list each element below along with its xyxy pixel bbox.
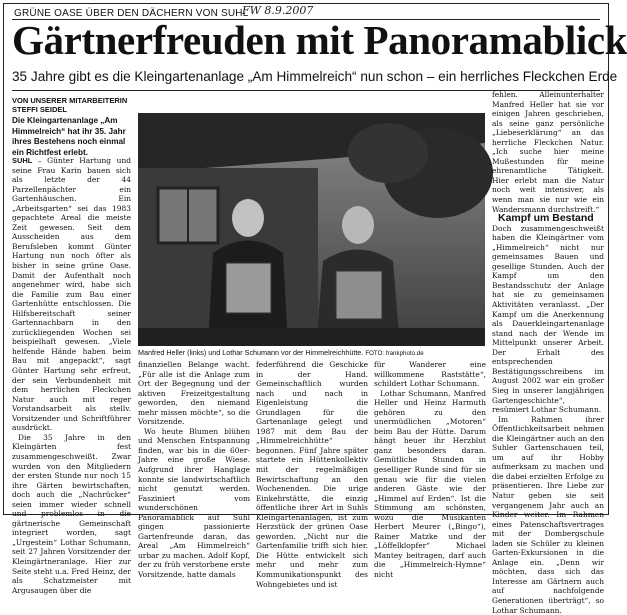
paragraph: Die 35 Jahre in den Kleingärten fest zusammengeschweißt. Zwar wurden von den Mitgliedern der ersten Stunde nur noch 15 ihre Gärten bewirtschaften, doch auch die „Nachrücker“ seien immer wieder schnell und problemlos in die gärtnerische Gemeinschaft integriert worden, sagt „Urgestein“ Lothar Schumann, seit 27 Jahren Vorsitzender der Kleingärtneranlage. Hier zur Seite steht u.a. Fred Heinz, der als Schatzmeister mit Argusaugen über die — [12, 432, 131, 595]
article-photo — [138, 113, 485, 346]
subheadline: 35 Jahre gibt es die Kleingartenanlage „Am Himmelreich“ nun schon – ein herrliches Fleckchen Erde — [12, 69, 618, 84]
article-column-2 — [138, 360, 250, 580]
headline: Gärtnerfreuden mit Panoramablick — [12, 17, 627, 63]
photo-credit: FOTO: frankphoto.de — [365, 350, 424, 357]
caption-text: Manfred Heller (links) und Lothar Schumann vor der Himmelreichhütte. — [138, 348, 364, 357]
article-column-5 — [492, 90, 604, 615]
paragraph: finanziellen Belange wacht. „Für alle ist die Anlage zum Ort der Begegnung und der aktiven Freizeitgestaltung geworden, den niemand mehr missen möchte“, so die Vorsitzende. — [138, 360, 250, 427]
paragraph: Im Rahmen ihrer Öffentlichkeitsarbeit nehmen die Kleingärtner auch an den Suhler Gartenschauen teil, um auf ihr Hobby aufmerksam zu machen und die dabei erzielten Erfolge zu präsentieren. Ihre Liebe zur Natur geben sie seit vergangenem Jahr auch an Kinder weiter. Im Rahmen eines Patenschaftsvertrages mit der Dombergschule laden sie Schüler zu kleinen Garten-Exkursionen in die Anlage ein. „Denn wir möchten, dass sich das Interesse am Gärtnern auch auf nachfolgende Generationen überträgt“, so Lothar Schumann. — [492, 414, 604, 615]
dateline: SUHL — [12, 156, 33, 165]
article-column-3 — [256, 360, 368, 589]
paragraph: Wo heute Blumen blühen und Menschen Entspannung finden, war bis in die 60er-Jahre eine große Wiese. Aufgrund ihrer Hanglage konnte sie landwirtschaftlich nicht genutzt werden. Fasziniert vom wunderschönen Panoramablick auf Suhl gingen passionierte Gartenfreunde daran, das Areal „Am Himmelreich“ urbar zu machen. Adolf Kopf, der zu früh verstorbene erste Vorsitzende, hatte damals — [138, 426, 250, 580]
section-subtitle: Kampf um Bestand — [498, 212, 594, 225]
photo-illustration — [138, 113, 485, 346]
paragraph: federführend die Geschicke in der Hand. Gemeinschaftlich wurden nach und nach in Eigenleistung die Grundlagen für die Gartenanlage gelegt und 1987 mit dem Bau der „Himmelreichhütte“ begonnen. Fünf Jahre später startete ein Hüttenkollektiv mit der regelmäßigen Bewirtschaftung an den Wochenenden. Die urige Einkehrstätte, die einzig öffentliche ihrer Art in Suhls Kleingartenanlagen, ist zum Herzstück der grünen Oase geworden. „Nicht nur die Gartenfamilie trifft sich hier. Die Hütte entwickelt sich mehr und mehr zum Kommunikationspunkt des Wohngebietes und ist — [256, 360, 368, 589]
byline — [12, 96, 127, 114]
article-frame — [3, 3, 627, 615]
handwritten-date-note: FW 8.9.2007 — [242, 4, 314, 17]
byline-author: STEFFI SEIDEL — [12, 105, 68, 114]
paragraph — [12, 156, 131, 433]
paragraph: Lothar Schumann, Manfred Heller und Heinz Harmuth gehören zu den unermüdlichen „Motoren“ beim Bau der Hütte. Darum hängt heuer ihr Herzblut ganz besonders daran. Gemütliche Stunden in geselliger Runde sind für sie genau wie für die vielen anderen Gäste wie der „Himmel auf Erden“. Ist die Stimmung am schönsten, wozu die Musikanten Herbert Meurer („Bingo“), Rainer Matzke und der „Löffelklopfer“ Michael Mantey beitragen, darf auch die „Himmelreich-Hymne“ nicht — [374, 388, 486, 580]
article-column-4 — [374, 360, 486, 580]
paragraph: Doch zusammengeschweißt haben die Kleingärtner vom „Himmelreich“ nicht nur gemeinsames Bauen und gesellige Stunden. Auch der Kampf um den Bestandsschutz der Anlage hat sie zu gemeinsamen Aktivitäten veranlasst. „Der Kampf um die Anerkennung als Dauerkleingartenanlage stand nach der Wende im Mittelpunkt unserer Arbeit. Der Erhalt des entsprechenden Bestätigungsschreibens im August 2002 war ein großer Sieg in unserer langjährigen Gartengeschichte“, resümiert Lothar Schumann. — [492, 223, 604, 415]
paragraph: fehlen. Alleinunterhalter Manfred Heller hat sie vor einigen Jahren geschrieben, als seine ganz persönliche „Liebeserklärung“ an das herrliche Fleckchen Natur. „Ich suche hier meine Mußestunden für meine ehrenamtliche Tätigkeit. Hier erlebt man die Natur noch weit intensiver, als wenn man sie nur wie ein Wandersmann durchstreift.“ — [492, 90, 604, 214]
rubric-line: GRÜNE OASE ÜBER DEN DÄCHERN VON SUHL — [14, 8, 249, 19]
article-column-1 — [12, 156, 131, 595]
byline-line1: VON UNSERER MITARBEITERIN — [12, 96, 128, 105]
paragraph-text: – Günter Hartung und seine Frau Karin bauen sich als letzte der 44 Parzellenpächter ein Gartenhäuschen. Ein „Arbeitsgarten“ sei das 1983 gepachtete Areal die meiste Zeit gewesen. Seit dem Ausscheiden aus dem Berufsleben kommt Günter Hartung nun noch öfter als bisher in seine grüne Oase. Damit der Aufenthalt noch angenehmer wird, habe sich die Familie zum Bau einer Gartenhütte entschlossen. Die Hilfsbereitschaft seiner Gartennachbarn in den zurückliegenden Wochen sei beispielhaft gewesen. „Viele helfende Hände haben beim Bau mit angepackt“, sagt Günter Hartung sehr erfreut, der sein Verbundenheit mit dem herrlichen Fleckchen Natur auch mit reger Vorstandsarbeit als stellv. Vorsitzender und Schriftführer ausdrückt. — [12, 156, 131, 433]
photo-caption — [138, 348, 488, 357]
paragraph: für Wanderer eine willkommene Raststätte“, schildert Lothar Schumann. — [374, 360, 486, 389]
lede-paragraph: Die Kleingartenanlage „Am Himmelreich“ hat ihr 35. Jahr ihres Bestehens noch einmal ein Richtfest erlebt. — [12, 116, 126, 157]
